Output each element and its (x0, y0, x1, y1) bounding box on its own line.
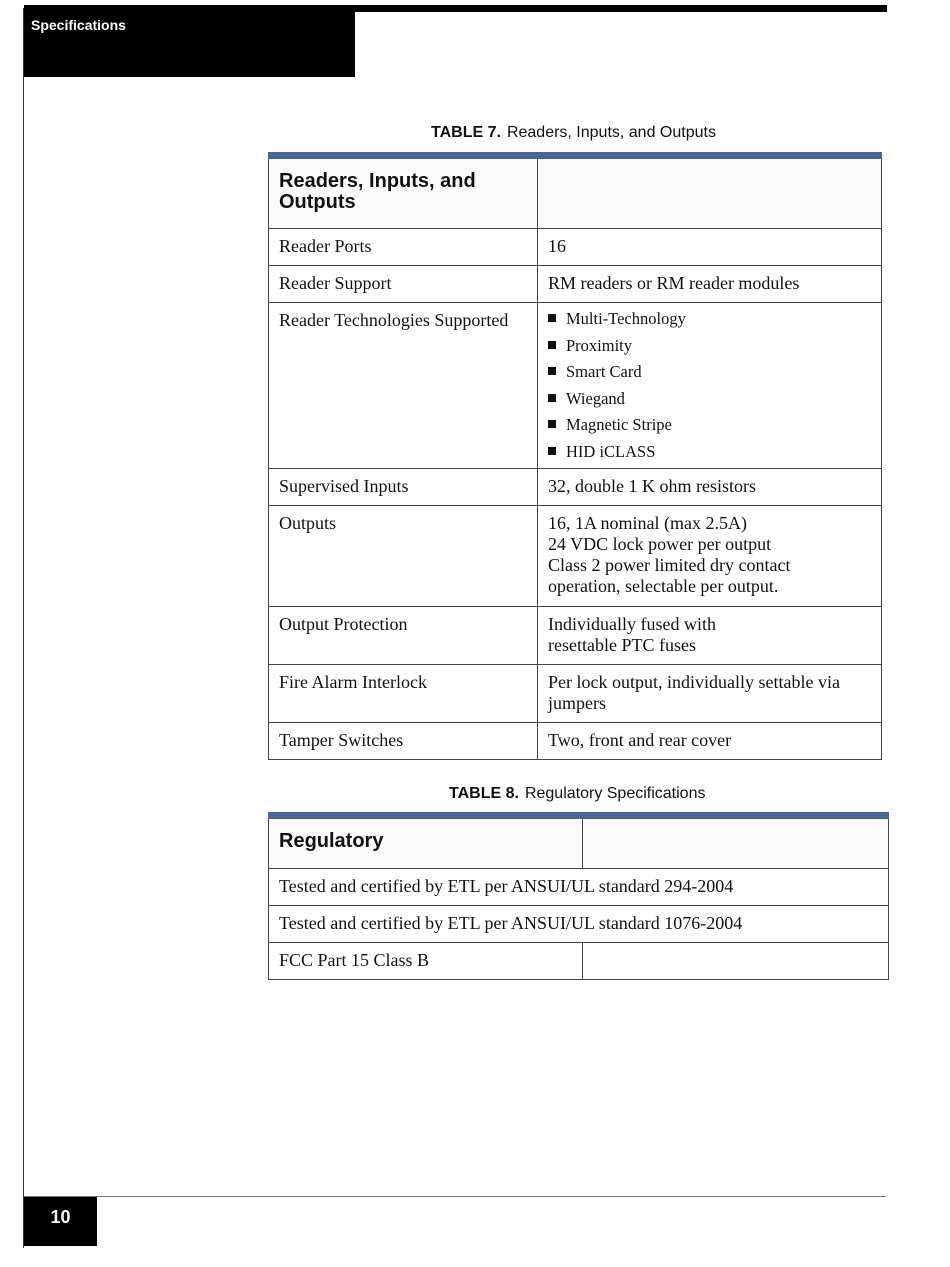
row-label: Reader Ports (269, 229, 538, 266)
top-rule (355, 5, 887, 12)
table-row (269, 665, 882, 723)
row-value: 32, double 1 K ohm resistors (538, 469, 882, 506)
row-value: Two, front and rear cover (538, 723, 882, 760)
bullet-square-icon (548, 394, 556, 402)
table-row (269, 303, 882, 469)
row-value-list (538, 303, 882, 469)
page-number-box (24, 1197, 97, 1246)
row-value: RM readers or RM reader modules (538, 266, 882, 303)
section-header (24, 5, 355, 77)
table7-title: Readers, Inputs, and Outputs (506, 124, 716, 141)
table-header-row (269, 816, 889, 869)
bullet-square-icon (548, 314, 556, 322)
row-label: Supervised Inputs (269, 469, 538, 506)
table8-heading-empty (583, 816, 889, 869)
table-row (269, 469, 882, 506)
table-row (269, 943, 889, 980)
table-header-row (269, 156, 882, 229)
table-row (269, 869, 889, 906)
table8-title: Regulatory Specifications (524, 785, 706, 802)
table-row (269, 906, 889, 943)
table8-heading: Regulatory (269, 816, 583, 869)
bullet-square-icon (548, 447, 556, 455)
row-label: Fire Alarm Interlock (269, 665, 538, 723)
table7-caption (431, 124, 716, 142)
list-item: Wiegand (548, 386, 871, 413)
table7-heading-empty (538, 156, 882, 229)
row-label: Tamper Switches (269, 723, 538, 760)
readers-inputs-outputs-table (268, 152, 882, 760)
row-label: Outputs (269, 506, 538, 607)
table-row (269, 607, 882, 665)
bullet-square-icon (548, 420, 556, 428)
regulatory-table (268, 812, 889, 980)
row-label: Reader Support (269, 266, 538, 303)
list-item: HID iCLASS (548, 439, 871, 466)
table7-heading: Readers, Inputs, and Outputs (269, 156, 538, 229)
technology-list (548, 306, 871, 465)
table-row (269, 723, 882, 760)
left-margin-rule (23, 8, 24, 1248)
list-item: Magnetic Stripe (548, 412, 871, 439)
table7-label: TABLE 7. (431, 124, 501, 141)
row-value: 16 (538, 229, 882, 266)
row-value: Per lock output, individually settable via jumpers (538, 665, 882, 723)
row-label: Reader Technologies Supported (269, 303, 538, 469)
page-number: 10 (50, 1207, 71, 1227)
table8-label: TABLE 8. (449, 785, 519, 802)
regulatory-empty-cell (583, 943, 889, 980)
regulatory-item: FCC Part 15 Class B (269, 943, 583, 980)
row-label: Output Protection (269, 607, 538, 665)
row-value: Individually fused with resettable PTC fuses (538, 607, 882, 665)
list-item: Proximity (548, 333, 871, 360)
table8-caption (449, 785, 705, 803)
table-row (269, 229, 882, 266)
bullet-square-icon (548, 341, 556, 349)
regulatory-item: Tested and certified by ETL per ANSUI/UL standard 1076-2004 (269, 906, 889, 943)
list-item: Smart Card (548, 359, 871, 386)
bullet-square-icon (548, 367, 556, 375)
footer-rule (24, 1196, 886, 1197)
row-value: 16, 1A nominal (max 2.5A) 24 VDC lock power per output Class 2 power limited dry contact operation, selectable per output. (538, 506, 882, 607)
table-row (269, 266, 882, 303)
list-item: Multi-Technology (548, 306, 871, 333)
regulatory-item: Tested and certified by ETL per ANSUI/UL standard 294-2004 (269, 869, 889, 906)
table-row (269, 506, 882, 607)
section-title: Specifications (31, 17, 126, 33)
